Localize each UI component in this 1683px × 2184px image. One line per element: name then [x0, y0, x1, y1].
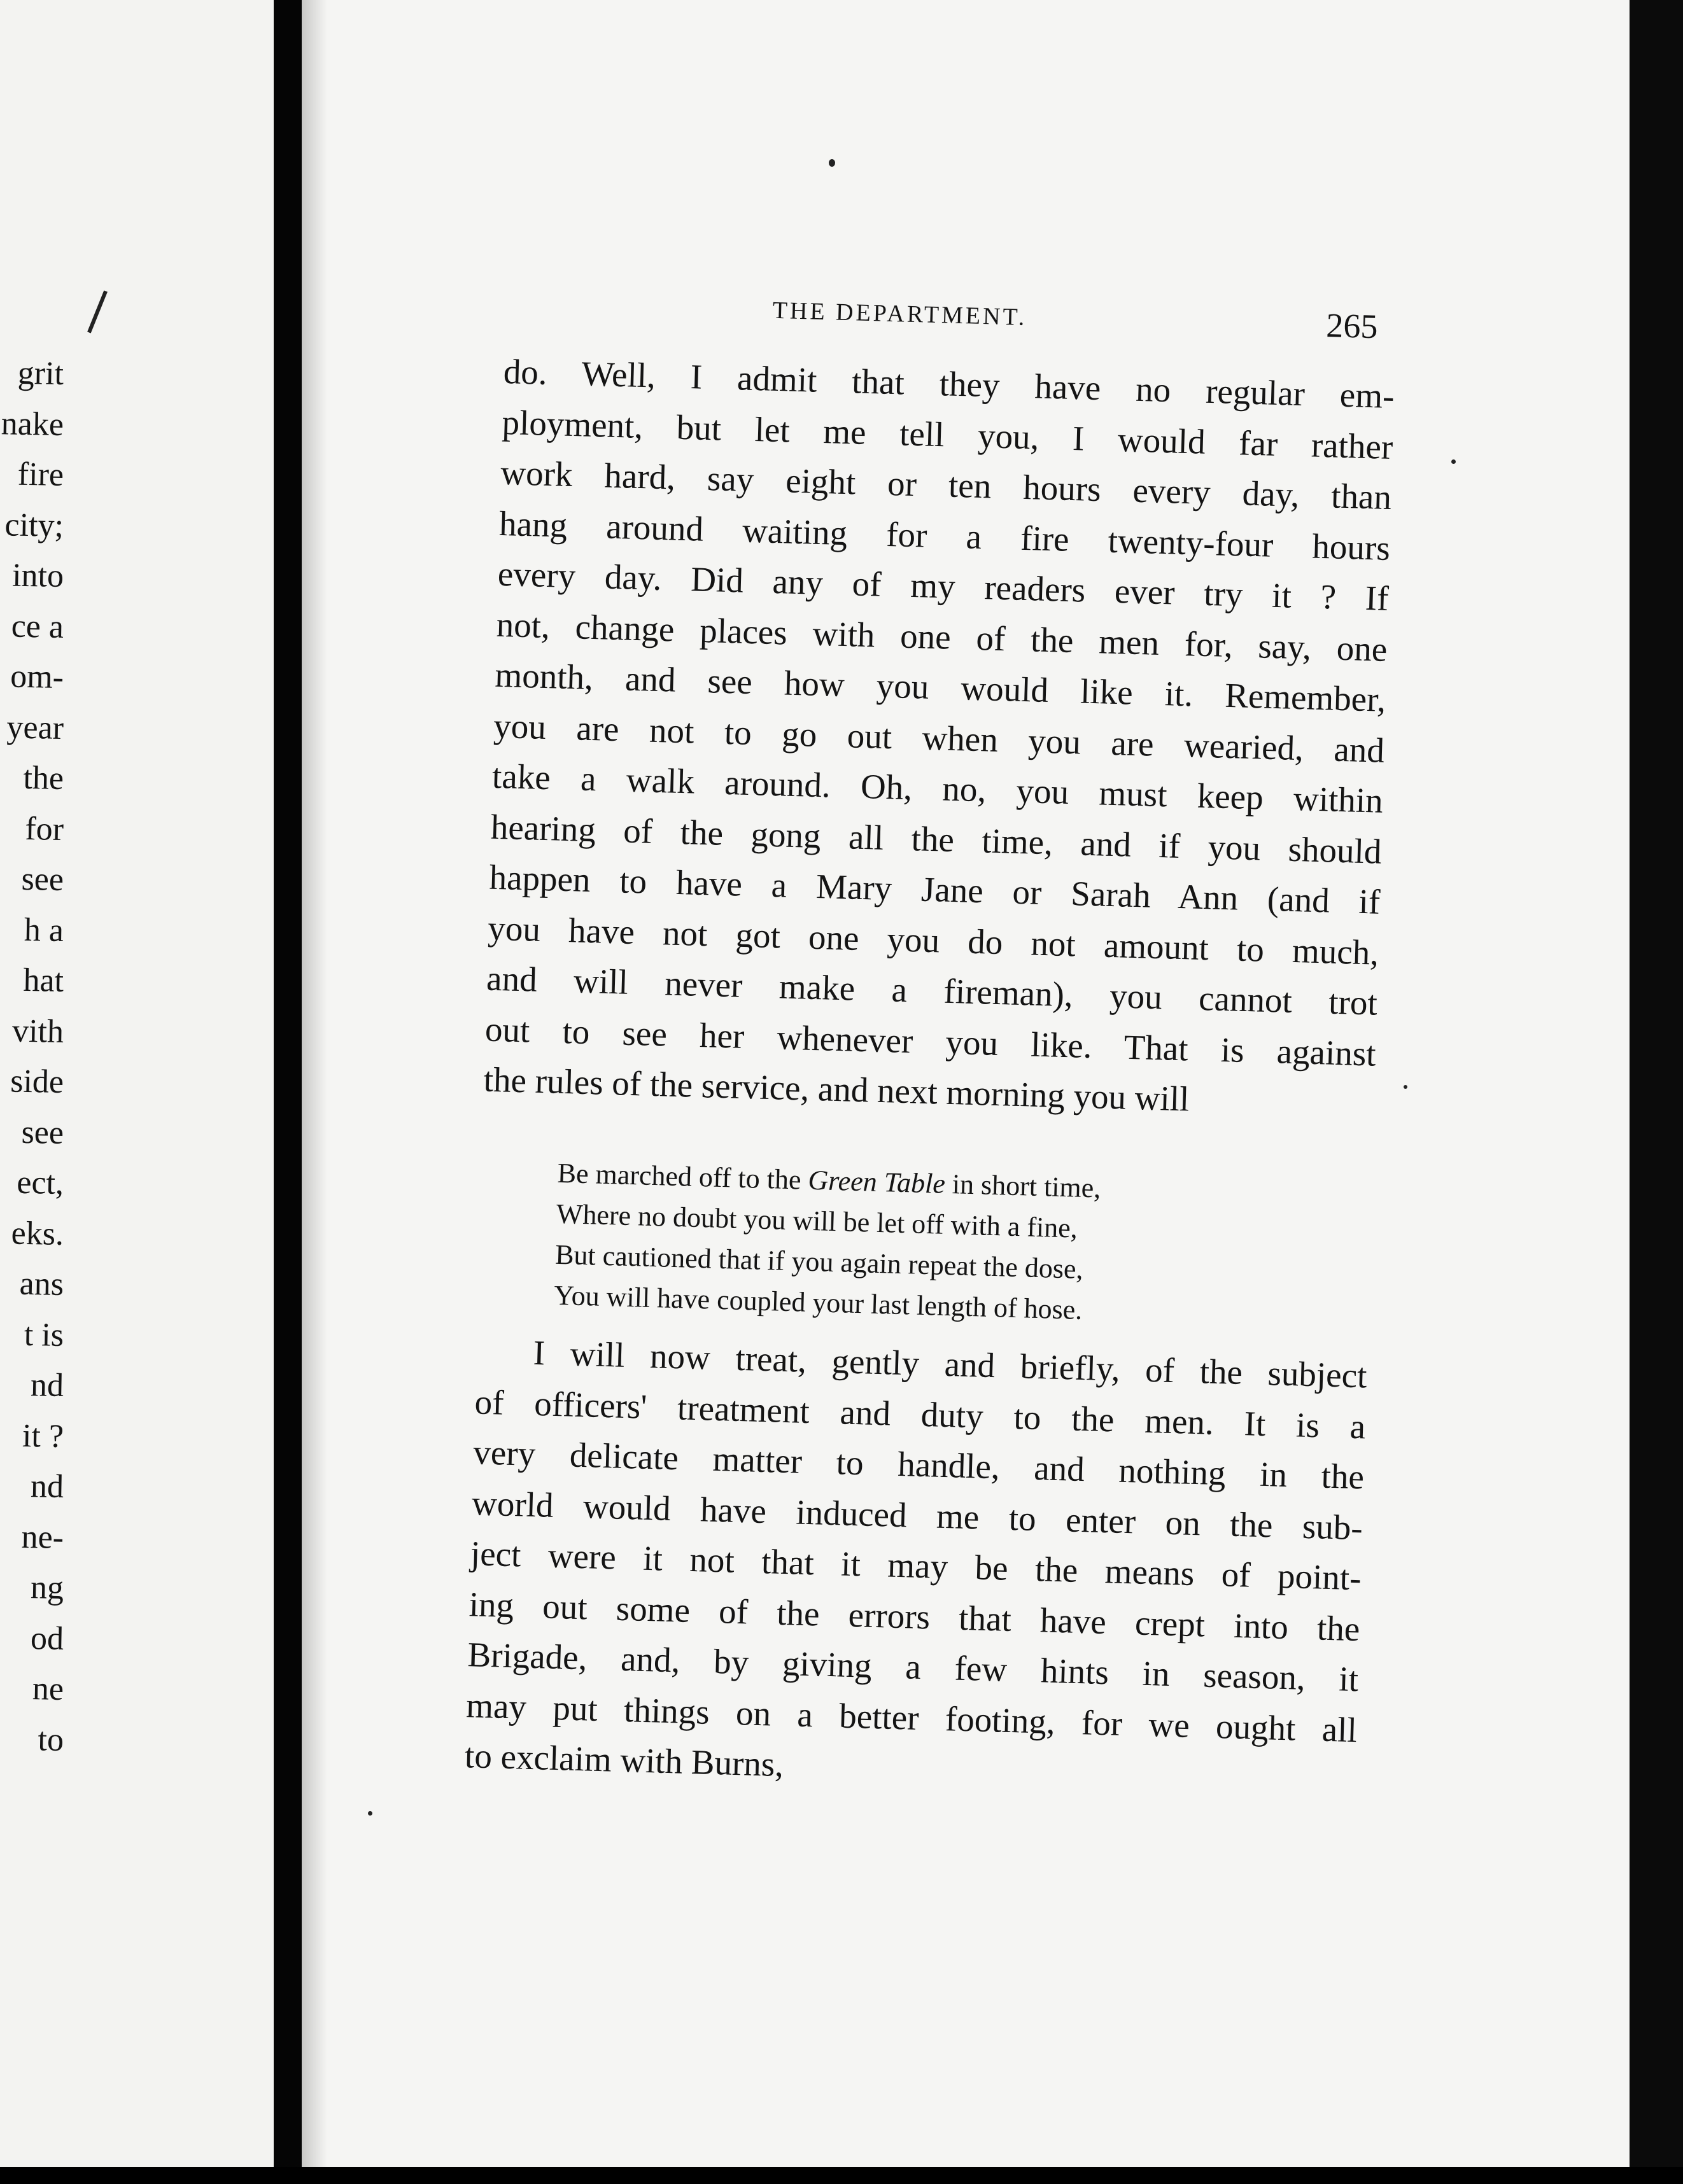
verse-text: in short time,: [945, 1168, 1101, 1204]
text-line: do. Well, I admit that they have no regular em-: [503, 351, 1395, 416]
previous-page-line: ne-: [21, 1518, 64, 1556]
previous-page-line: hat: [22, 962, 64, 999]
text-line: hearing of the gong all the time, and if you should: [490, 807, 1383, 871]
previous-page-line: see: [21, 1114, 64, 1151]
text-line: Brigade, and, by giving a few hints in season, it: [467, 1635, 1359, 1699]
previous-page-line: year: [6, 708, 64, 746]
text-line: ing out some of the errors that have crept into the: [468, 1584, 1361, 1648]
text-line: work hard, say eight or ten hours every day, than: [500, 452, 1392, 517]
previous-page-line: fire: [17, 456, 64, 493]
previous-page-line: grit: [17, 354, 64, 392]
previous-page-line: od: [30, 1620, 64, 1657]
text-line: and will never make a fireman), you cannot trot: [486, 958, 1378, 1023]
verse-text: But cautioned that if you again repeat the dose,: [554, 1238, 1084, 1285]
previous-page-line: see: [21, 860, 64, 898]
previous-page-line: ne: [32, 1670, 64, 1707]
previous-page-line: eks.: [11, 1215, 64, 1252]
text-line: very delicate matter to handle, and nothing in the: [472, 1432, 1365, 1497]
text-line: not, change places with one of the men for, say, one: [496, 605, 1388, 669]
text-line: out to see her whenever you like. That is against: [484, 1009, 1377, 1074]
previous-page-line: t is: [24, 1316, 64, 1354]
text-line: world would have induced me to enter on the sub-: [471, 1483, 1363, 1547]
previous-page-line: the: [22, 759, 64, 797]
previous-page-line: ce a: [11, 608, 64, 645]
previous-page-line: side: [10, 1063, 64, 1100]
paragraph: [464, 1326, 1367, 1805]
previous-page-line: for: [24, 810, 64, 848]
paragraph: [483, 346, 1395, 1130]
verse: [554, 1153, 1102, 1331]
text-line: of officers' treatment and duty to the men. It is a: [474, 1382, 1367, 1446]
text-line: you have not got one you do not amount to much,: [487, 908, 1379, 972]
previous-page-line: nd: [30, 1468, 64, 1505]
previous-page-line: to: [38, 1721, 64, 1758]
page-number: 265: [1325, 306, 1379, 346]
verse-text: You will have coupled your last length of hose.: [553, 1279, 1083, 1326]
previous-page-line: nd: [30, 1367, 64, 1404]
text-line: take a walk around. Oh, no, you must keep within: [491, 756, 1384, 820]
previous-page-line: ans: [19, 1265, 64, 1303]
verse-italic: Green Table: [807, 1164, 946, 1200]
previous-page-line: ng: [30, 1569, 64, 1606]
previous-page-line: vith: [11, 1012, 64, 1050]
text-line: month, and see how you would like it. Remember,: [494, 655, 1386, 719]
text-line: you are not to go out when you are wearied, and: [493, 706, 1385, 770]
text-line: happen to have a Mary Jane or Sarah Ann (and if: [488, 857, 1381, 921]
previous-page-line: h a: [24, 911, 64, 949]
previous-page-line: om-: [10, 658, 64, 696]
verse-text: Be marched off to the: [557, 1157, 809, 1196]
text-line: to exclaim with Burns,: [464, 1736, 784, 1784]
text-line: every day. Did any of my readers ever try it ? If: [497, 554, 1390, 618]
text-line: ployment, but let me tell you, I would far rather: [501, 402, 1394, 466]
text-line: ject were it not that it may be the means of point-: [470, 1534, 1362, 1598]
verse-text: Where no doubt you will be let off with a fine,: [556, 1198, 1078, 1244]
previous-page-line: city;: [4, 506, 64, 544]
previous-page-line: nake: [1, 405, 64, 443]
text-line: hang around waiting for a fire twenty-four hours: [498, 503, 1391, 568]
previous-page-line: it ?: [22, 1417, 64, 1455]
text-line: I will now treat, gently and briefly, of the subject: [533, 1333, 1368, 1396]
previous-page-line: into: [11, 557, 64, 594]
text-line: the rules of the service, and next morning you will: [483, 1060, 1190, 1119]
previous-page-line: ect,: [16, 1164, 64, 1201]
running-head: THE DEPARTMENT.: [772, 297, 1027, 331]
text-line: may put things on a better footing, for we ought all: [465, 1685, 1358, 1749]
